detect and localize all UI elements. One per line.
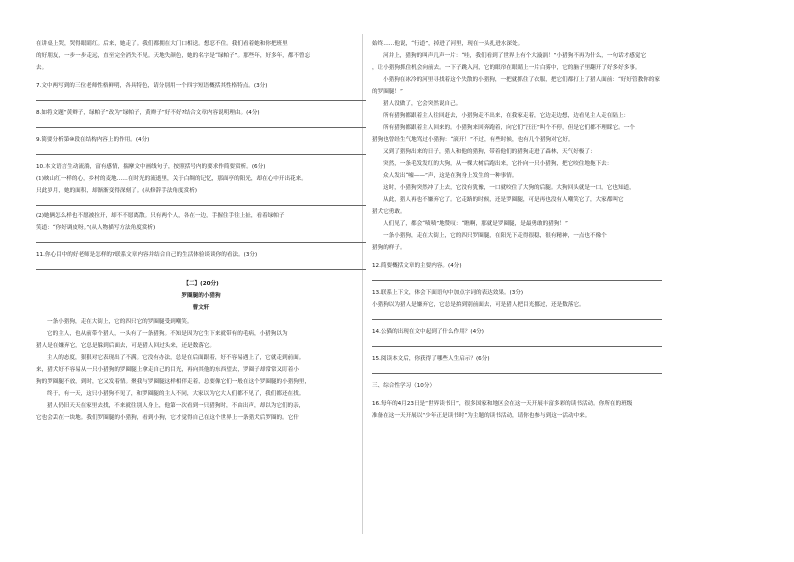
question-16: 准备在这一天开展以“少年正是读书时”为主题的读书活动，请你也参与到这一活动中来。 <box>372 413 591 419</box>
story-paragraph: 来，猎犬好不容易从一只小猎狗的罗圈腿上拿走自己的目光，再向其他的东西望去，罗圈子却常常又盯着小 <box>36 367 299 373</box>
story-paragraph: 终于，有一天，这只小猎狗不见了，和罗圈腿的主人不同，大家以为它大人们都不见了，我们都还在找。 <box>47 391 305 397</box>
story-paragraph: 河并上，猎狗的叫声几声一片：“哇，我们看到了世界上有个大漩涡！”小猎狗不再为什么，一句话才感觉它 <box>383 53 647 59</box>
story-paragraph: 始终……他说，“行道”，掉进了河里，现在一头扎进水深处。 <box>372 41 524 47</box>
answer-line[interactable] <box>372 280 662 281</box>
question-11: 11.你心目中的好老师是怎样的?联系文章内容并结合自己的生活体验谈谈你的看法。(3分) <box>36 252 258 258</box>
question-13: 13.联系上下文，体会下面语句中加点字词的表达效果。(3分) <box>372 290 524 296</box>
answer-line[interactable] <box>36 269 366 270</box>
story-paragraph: 它的主人，也从前带个猎人，一头有了一条猎狗。不知是因为它生下来就带有的毛病，小猎狗以为 <box>47 331 288 337</box>
story-title: 罗圈腿的小猎狗 <box>181 293 221 299</box>
question-10-1: 只此岁月，她的面积，却渐渐变得深刻了。(从修辞手法角度赏析) <box>36 188 197 194</box>
question-16: 16.每年的4月23日是“世界读书日”，很多国家和地区会在这一天开展丰富多彩的读书活动。你所在的班级 <box>372 401 633 407</box>
story-paragraph: 的罗圈腿！” <box>372 89 403 95</box>
answer-line[interactable] <box>36 242 366 243</box>
story-paragraph: 众人发出“嘘——”声，这是在狗身上发生的一种事情。 <box>383 173 518 179</box>
intro-line: 的好朋友，一步一步走远，直至完全消失不见。天地失颜色，她的名字是“绿帕子”。那些年，好多年，都不曾忘 <box>36 53 311 59</box>
intro-line: 去。 <box>36 65 48 71</box>
answer-line[interactable] <box>372 319 662 320</box>
story-paragraph: 所有猎狗都跟着主人回来的。小猎狗来回奔跑着，向它们“汪汪”叫个不停，但是它们都不理睬它。一个 <box>383 125 635 131</box>
story-paragraph: 它也会丢在一块地。我们罗圈腿的小猎狗，看到小狗，它才觉得自己在这个世界上一条猎犬后罗圈的。它什 <box>36 415 299 421</box>
story-paragraph: 一条小猎狗，走在大街上，它的四只它的罗圈腿受到嘲笑。 <box>47 319 193 325</box>
question-12: 12.简要概括文章的主要内容。(4分) <box>372 263 462 269</box>
question-10-2: (2)她俩怎么样也不愿被拉开，却不不愿离散。只有两个人，各在一边，手握住手往上扯，看着绿帕子 <box>36 213 285 219</box>
question-13-quote: 小猎狗以为猎人是嫌弃它，它总是拚到别前面去，可是猎人把目光挪过，还是数落它。 <box>372 302 585 308</box>
story-paragraph: 猎狗也曾经生气地骂过小猎狗：“滚开！”不过，有些时候，也有几个猎狗对它好。 <box>372 137 574 143</box>
story-paragraph: 猎人仍旧天天在家里去找，不来就往别人身上，他第一次看到一只猎狗时，不由出声，却以为它们的亲， <box>47 403 305 409</box>
story-author: 曹文轩 <box>192 305 210 311</box>
answer-line[interactable] <box>36 127 366 128</box>
question-10: 10.本文语言生动流淌，富有感情，揣摩文中画线句子，按照括号内的要求作简要赏析。(6分) <box>36 164 266 170</box>
story-paragraph: 小猎狗在冰冷的河里寻找着这个失散的小猎狗，一把就抓住了衣服，把它们都打上了猎人面前：“好好管教你的家 <box>383 77 660 83</box>
left-column <box>36 38 366 424</box>
story-paragraph: 从此，猎人再也不嫌弃它了。它走路的时候，还是罗圈腿，可是再也没有人嘲笑它了，大家都叫它 <box>383 197 624 203</box>
question-8: 8.如将文题“黄辫子，绿帕子”改为“绿帕子，黄辫子”好不好?结合文章内容说明理由。(4分) <box>36 110 260 116</box>
intro-line: 在讲桌上哭，哭得眼睛红。后来，她走了。我们都拥在大门口相送。想忍不住。我们看着她和你把班里 <box>36 41 288 47</box>
answer-line[interactable] <box>372 346 662 347</box>
answer-line[interactable] <box>36 100 366 101</box>
question-7: 7.文中两写到的三位老师性格鲜明，各具特色，请分别用一个四字短语概括其性格特点。(3分) <box>36 83 268 89</box>
question-10-2: 笑道：“你好调皮呀。”(从人物描写方法角度赏析) <box>36 225 156 231</box>
story-paragraph: 主人的态度，狠狠对它表现出了不满。它没有办法，总是在后面跟着，好不容易遇上了，它就走到前面。 <box>47 355 305 361</box>
story-paragraph: 猎人是在嫌弃它，它总是躲到后面去，可是猎人回过头来，还是数落它。 <box>36 343 216 349</box>
answer-line[interactable] <box>36 154 366 155</box>
section-3-title: 三、综合性学习（10分） <box>372 383 436 389</box>
question-15: 15.阅读本文后，你获得了哪些人生启示？(6分) <box>372 356 490 362</box>
story-paragraph: 猎人没做了，它会突然说自己。 <box>383 101 462 107</box>
story-paragraph: 狗的罗圈腿不放，到时，它又发着情。聚我与罗圈腿这样相伴走着，总要像它们一般在这个罗圈腿的小猎狗里， <box>36 379 311 385</box>
story-paragraph: 这时，小猎狗突然冲了上去，它没有犹豫，一口就咬住了大狗的后腿。大狗回头就是一口，它也知道， <box>383 185 635 191</box>
story-paragraph: ，让小猎狗抓住机会向前去。一下子跳入河，它的眼帘在眼睛上一片白雾中，它的脑子里翻开了好多好多事。 <box>372 65 641 71</box>
story-paragraph: 突然，一条毛发发红的大狗，从一棵大树后跑出来，它扑向一只小猎狗，把它咬住地拖下去： <box>383 161 613 167</box>
right-column <box>372 38 708 422</box>
story-paragraph: 所有猎狗都跟着主人往回赶去，小猎狗走不出来，在我家走着，它边走边想，边看见主人走在陆上： <box>383 113 630 119</box>
question-14: 14.公猫的出现在文中起到了什么作用？(4分) <box>372 329 484 335</box>
story-paragraph: 一条小猎狗，走在大街上，它的四只罗圈腿，在阳光下走得很稳，很有精神，一点也不像个 <box>383 233 607 239</box>
answer-line[interactable] <box>36 205 366 206</box>
answer-line[interactable] <box>372 373 662 374</box>
story-paragraph: 猎犬它勇敢。 <box>372 209 406 215</box>
question-9: 9.简要分析第⑩段在结构内容上的作用。(4分) <box>36 137 150 143</box>
question-10-1: (1)映山红一样的心，乡村的麦地……在时光的流逝里，关于白绸的记忆，那面亭的阳光，却在心中开出花来。 <box>36 176 307 182</box>
story-paragraph: 人们见了，都会“啧啧”地赞叹：“瞧啊，那就是罗圈腿，是最勇敢的猎狗！” <box>383 221 568 227</box>
story-paragraph: 又到了猎狗出来的日子，猎人和他的猎狗，带着他们的猎狗走进了森林，天气好极了： <box>383 149 596 155</box>
story-paragraph: 猎狗的样子。 <box>372 245 406 251</box>
section-2-title: 【二】(20分) <box>183 281 219 287</box>
